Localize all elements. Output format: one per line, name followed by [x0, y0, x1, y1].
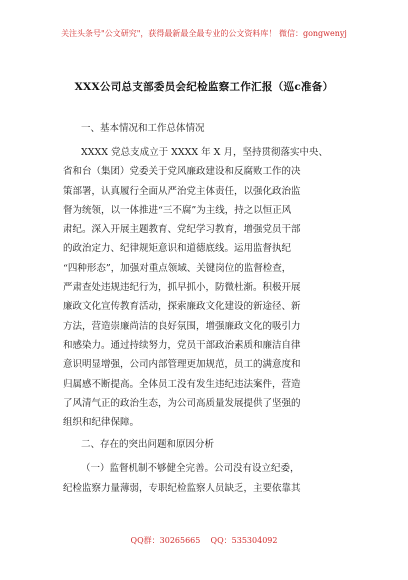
paragraph-line: 和感染力。通过持续努力，党员干部政治素质和廉洁自律	[63, 339, 301, 351]
paragraph-line: 的政治定力、纪律规矩意识和道德底线。运用监督执纪	[63, 243, 292, 255]
paragraph-line: 严肃查处违规违纪行为，抓早抓小，防微杜渐。积极开展	[63, 282, 301, 294]
footer-contact: QQ群：30265665 QQ：535304092	[130, 536, 278, 545]
paragraph-line: XXXX 党总支成立于 XXXX 年 X 月，坚持贯彻落实中央、	[81, 147, 328, 158]
paragraph-line: 省和台（集团）党委关于党风廉政建设和反腐败工作的决	[63, 166, 301, 178]
paragraph-line: 纪检监察力量薄弱，专职纪检监察人员缺乏，主要依靠其	[63, 482, 301, 494]
paragraph-line: 策部署，认真履行全面从严治党主体责任，以强化政治监	[63, 185, 301, 197]
document-body	[63, 120, 355, 502]
section-heading-2: 二、存在的突出问题和原因分析	[81, 439, 215, 451]
paragraph-line: 肃纪。深入开展主题教育、党纪学习教育，增强党员干部	[63, 224, 301, 236]
paragraph-line: 了风清气正的政治生态，为公司高质量发展提供了坚强的	[63, 397, 301, 409]
paragraph-line: 督为统领，以一体推进“三不腐”为主线，持之以恒正风	[63, 204, 292, 216]
paragraph-line: 意识明显增强，公司内部管理更加规范，员工的满意度和	[63, 359, 301, 371]
section-paragraph-2	[63, 459, 355, 498]
paragraph-line: 组织和纪律保障。	[63, 417, 140, 429]
paragraph-line: 方法，营造崇廉尚洁的良好氛围，增强廉政文化的吸引力	[63, 320, 301, 332]
paragraph-line: （一）监督机制不够健全完善。公司没有设立纪委，	[81, 463, 300, 475]
section-heading-1: 一、基本情况和工作总体情况	[81, 123, 205, 134]
document-title: XXX公司总支部委员会纪检监察工作汇报（巡c准备）	[74, 81, 334, 93]
header-banner: 关注头条号"公文研究"，获得最新最全最专业的公文资料库！ 微信：gongwenyj	[61, 29, 347, 38]
paragraph-line: 廉政文化宣传教育活动，探索廉政文化建设的新途径、新	[63, 301, 301, 313]
paragraph-line: 归属感不断提高。全体员工没有发生违纪违法案件，营造	[63, 378, 301, 390]
paragraph-line: “四种形态”，加强对重点领域、关键岗位的监督检查，	[63, 262, 292, 274]
section-paragraph-1	[63, 143, 355, 432]
